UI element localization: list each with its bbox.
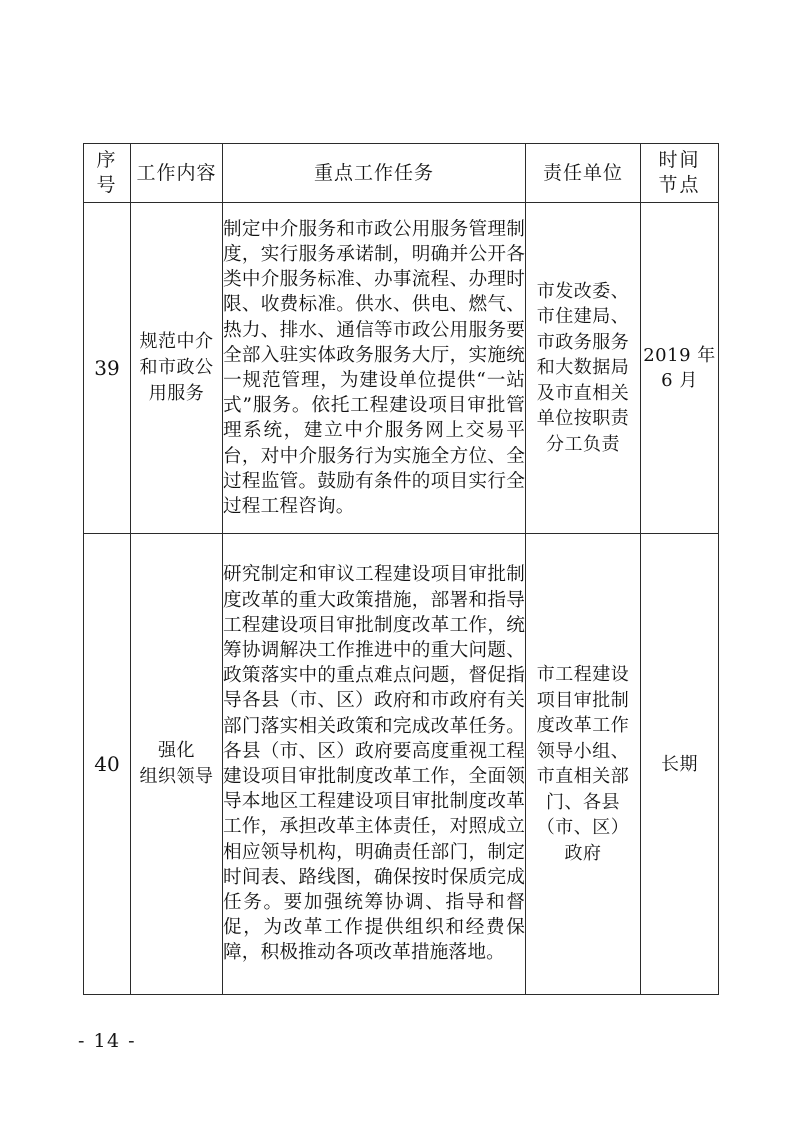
row-time-node-line: 6 月 — [661, 370, 698, 391]
row-responsible-unit-line: 市工程建设 — [536, 664, 630, 685]
column-header-key-tasks: 重点工作任务 — [223, 144, 526, 203]
row-work-content-line: 和市政公 — [139, 357, 214, 378]
row-work-content — [131, 203, 223, 534]
column-header-work-content: 工作内容 — [131, 144, 223, 203]
row-responsible-unit-line: 项目审批制 — [536, 689, 630, 711]
row-responsible-unit-line: 领导小组、 — [536, 740, 630, 762]
row-responsible-unit-line: 门、各县 — [546, 791, 620, 813]
row-responsible-unit — [526, 203, 641, 534]
row-responsible-unit-line: 及市直相关 — [536, 382, 630, 404]
row-responsible-unit-line: 市发改委、 — [536, 280, 630, 302]
row-work-content-line: 组织领导 — [139, 766, 214, 787]
row-work-content-line: 强化 — [158, 740, 195, 761]
row-time-node-line: 2019 年 — [643, 345, 716, 366]
row-responsible-unit-line: 市直相关部 — [536, 766, 630, 787]
table-row — [84, 203, 719, 534]
row-key-task-text: 研究制定和审议工程建设项目审批制度改革的重大政策措施，部署和指导工程建设项目审批制度改革工作，统筹协调解决工作推进中的重大问题、政策落实中的重点难点问题，督促指导各县（市、区）政府和市政府有关部门落实相关政策和完成改革任务。各县（市、区）政府要高度重视工程建设项目审批制度改革工作，全面领导本地区工程建设项目审批制度改革工作，承担改革主体责任，对照成立相应领导机构，明确责任部门，制定时间表、路线图，确保按时保质完成任务。要加强统筹协调、指导和督促，为改革工作提供组织和经费保障，积极推动各项改革措施落地。 — [223, 564, 525, 964]
row-key-task — [223, 534, 526, 995]
row-responsible-unit-line: 和大数据局 — [536, 357, 630, 379]
row-seq-number: 40 — [84, 534, 131, 995]
row-responsible-unit-line: （市、区） — [536, 817, 630, 838]
row-responsible-unit-line: 市住建局、 — [536, 306, 630, 328]
row-responsible-unit-line: 市政务服务 — [536, 331, 630, 353]
row-time-node — [641, 203, 719, 534]
row-work-content-line: 规范中介 — [139, 331, 214, 352]
row-key-task-text: 制定中介服务和市政公用服务管理制度，实行服务承诺制，明确并公开各类中介服务标准、办事流程、办理时限、收费标准。供水、供电、燃气、热力、排水、通信等市政公用服务要全部入驻实体政务服务大厅，实施统一规范管理，为建设单位提供“一站式”服务。依托工程建设项目审批管理系统，建立中介服务网上交易平台，对中介服务行为实施全方位、全过程监管。鼓励有条件的项目实行全过程工程咨询。 — [223, 218, 525, 518]
column-header-responsible-unit: 责任单位 — [526, 144, 641, 203]
row-responsible-unit-line: 分工负责 — [546, 433, 620, 455]
row-responsible-unit-line: 政府 — [564, 842, 602, 864]
row-work-content — [131, 534, 223, 995]
column-header-seq — [84, 144, 131, 203]
column-header-time-line-1: 时间 — [658, 149, 701, 171]
row-time-node — [641, 534, 719, 995]
column-header-time-node — [641, 144, 719, 203]
table-row — [84, 534, 719, 995]
row-key-task — [223, 203, 526, 534]
row-responsible-unit-line: 单位按职责 — [536, 408, 630, 430]
task-assignment-table — [83, 143, 719, 995]
row-responsible-unit-line: 度改革工作 — [536, 715, 630, 736]
column-header-seq-line-1: 序 — [96, 149, 118, 171]
row-seq-number: 39 — [84, 203, 131, 534]
table-header-row — [84, 144, 719, 203]
page-number: - 14 - — [78, 1030, 137, 1052]
column-header-seq-line-2: 号 — [96, 174, 118, 196]
column-header-time-line-2: 节点 — [658, 174, 701, 196]
row-time-node-line: 长期 — [661, 753, 698, 775]
row-work-content-line: 用服务 — [148, 383, 205, 404]
row-responsible-unit — [526, 534, 641, 995]
